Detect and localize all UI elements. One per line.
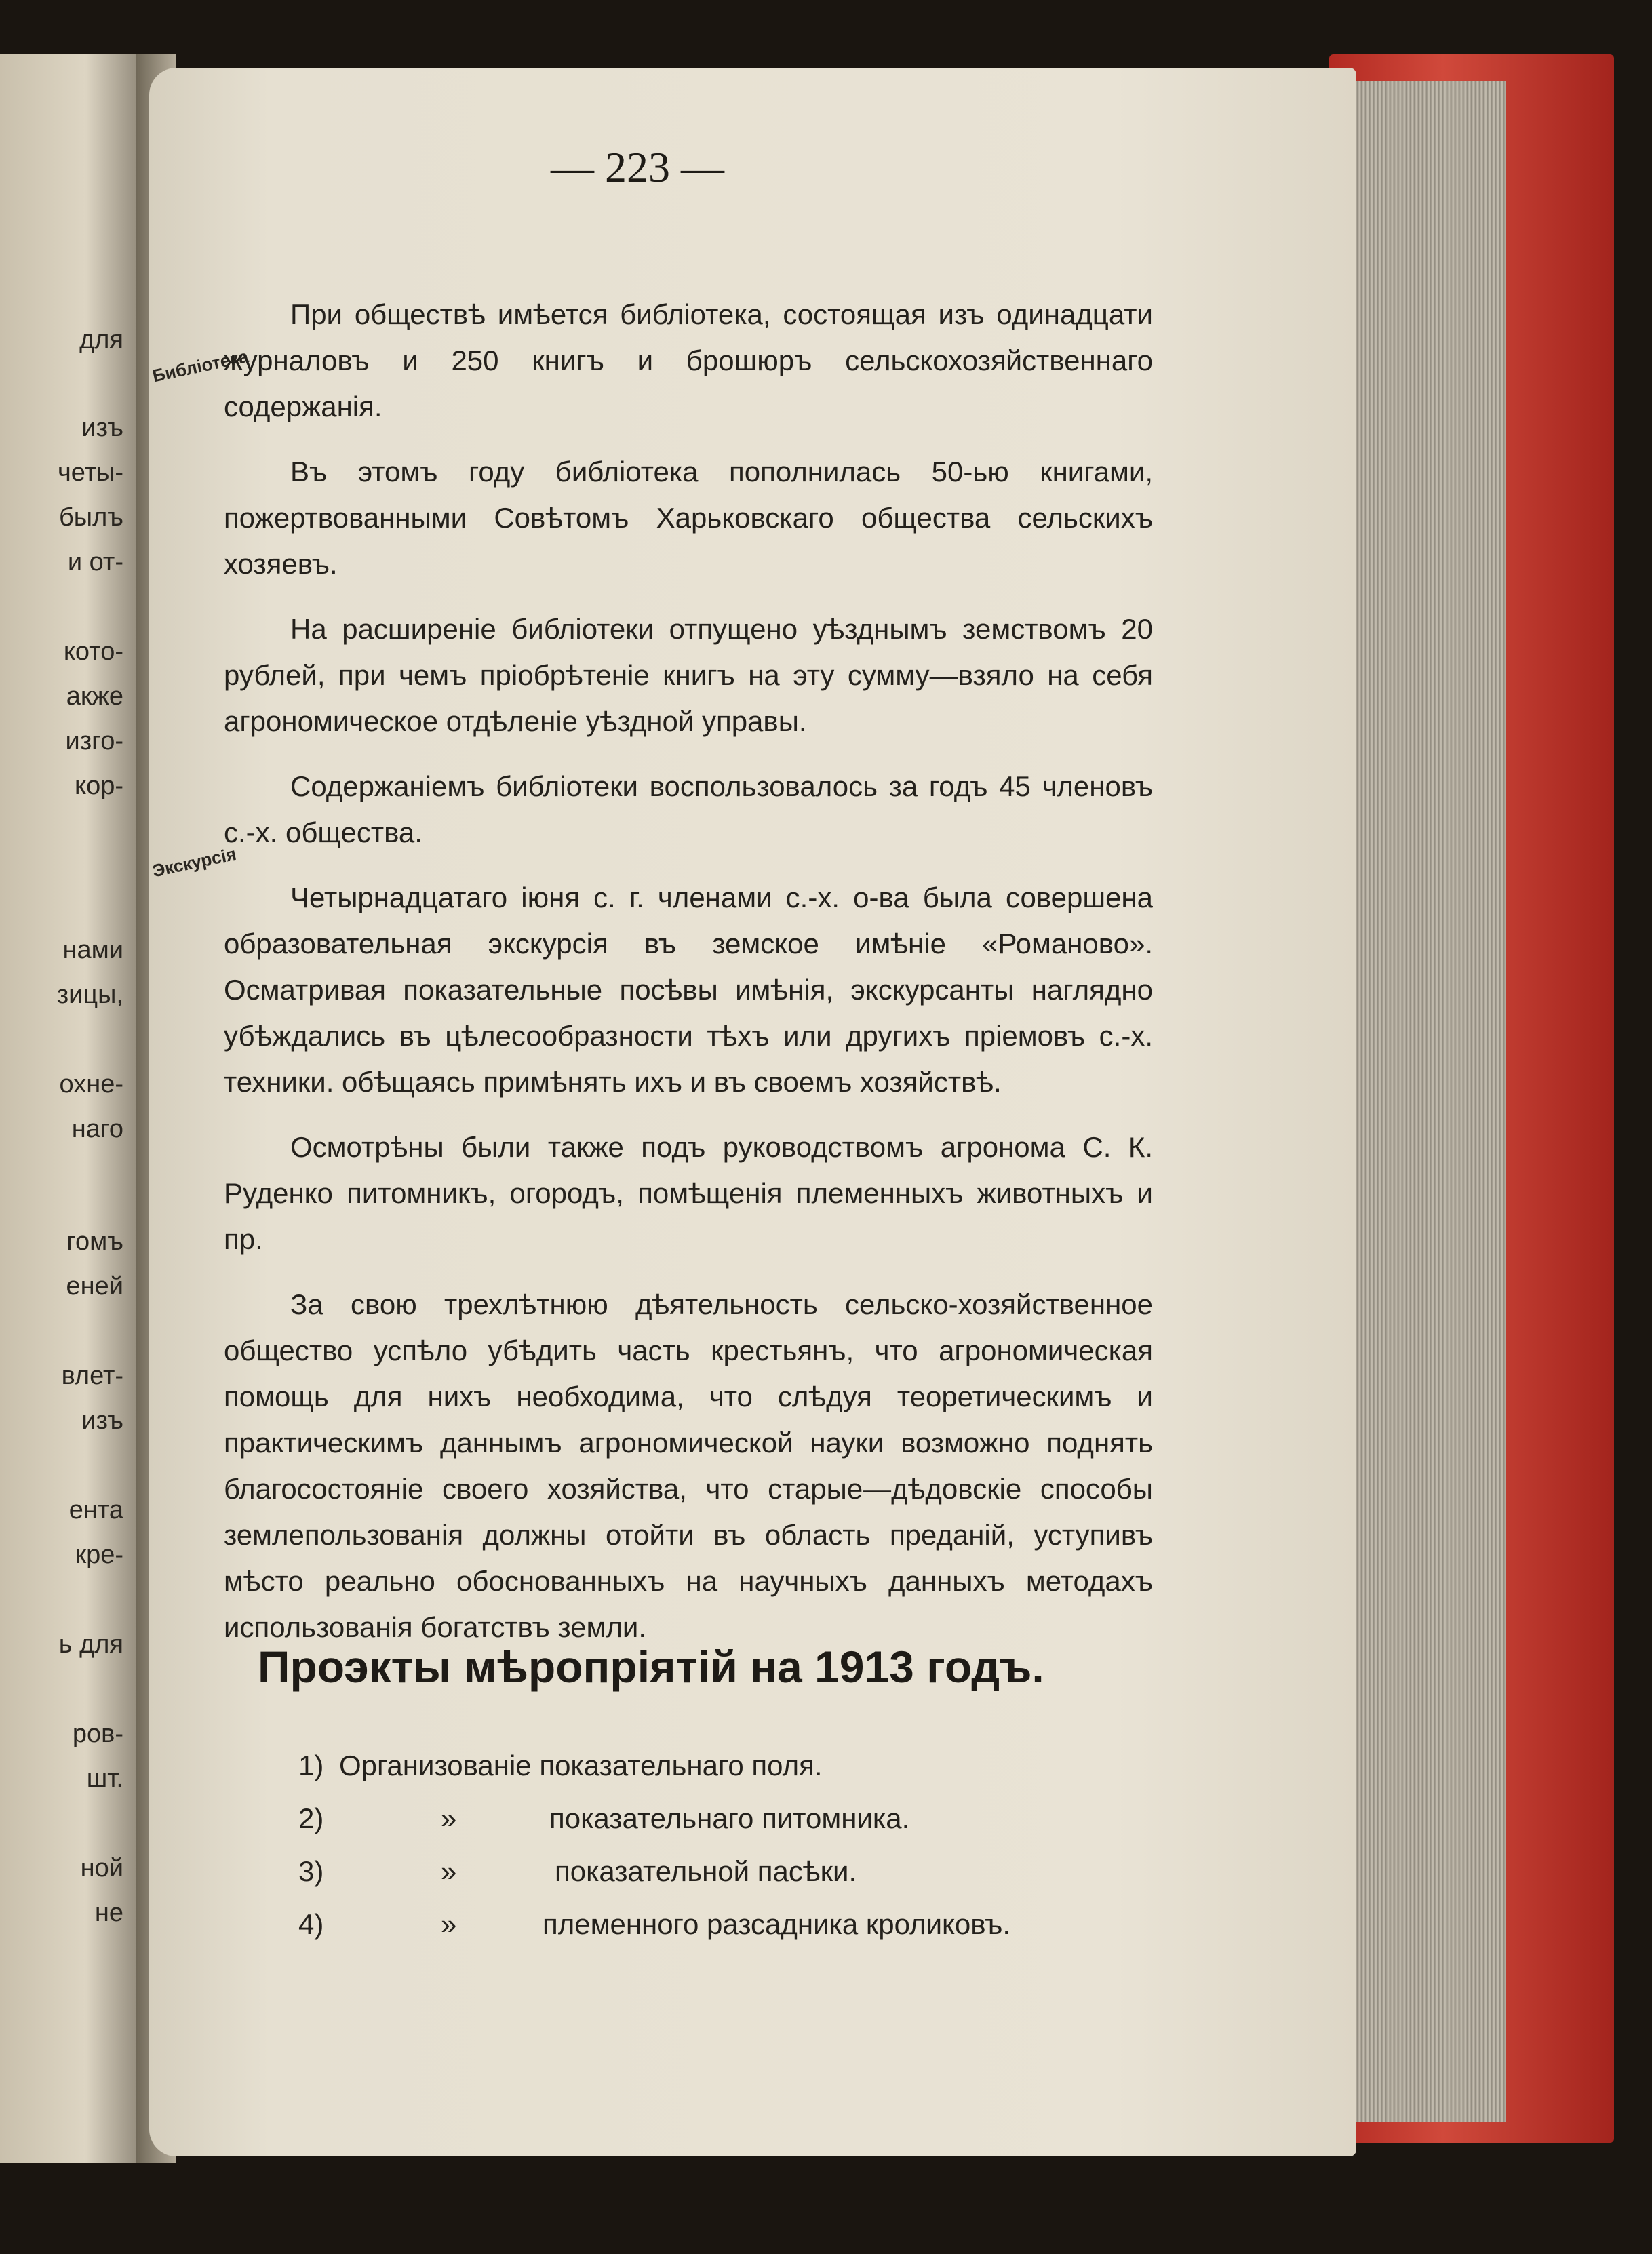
left-page-fragment: нами — [62, 936, 123, 964]
margin-note-excursion: Экскурсія — [151, 843, 238, 882]
left-page-fragment: зицы, — [56, 981, 123, 1009]
left-page-fragment: еней — [66, 1272, 123, 1301]
plan-item-text: Организованіе показательнаго поля. — [339, 1749, 823, 1781]
left-page-fragment: ента — [68, 1496, 123, 1524]
plan-item — [298, 1855, 1112, 1908]
left-page-fragment: изъ — [81, 414, 123, 442]
left-page-fragment: не — [94, 1899, 123, 1927]
left-page-fragment: гомъ — [66, 1227, 123, 1256]
paragraph: За свою трехлѣтнюю дѣятельность сельско-хозяйственное общество успѣло убѣдить часть крестьянъ, что агрономическая помощь для нихъ необходима, что слѣдуя теоретическимъ и практическимъ даннымъ агрономической науки возможно поднять благосостояніе своего хозяйства, что старые—дѣдовскіе способы землепользованія должны отойти въ область преданій, уступивъ мѣсто реально обоснованныхъ на научныхъ данныхъ методахъ использованія богатствъ земли. — [224, 1288, 1153, 1643]
margin-note-library: Библіотека — [151, 346, 250, 387]
left-page-fragment: ь для — [58, 1630, 123, 1659]
body-text — [224, 292, 1153, 1669]
left-page-fragment: шт. — [86, 1764, 123, 1793]
left-page-fragment: охне- — [59, 1070, 123, 1099]
paragraph: При обществѣ имѣется библіотека, состоящая изъ одинадцати журналовъ и 250 книгъ и брошюръ сельскохозяйственнаго содержанія. — [224, 298, 1153, 422]
plan-item-ditto: » — [441, 1908, 457, 1940]
plan-item-number: 4) — [298, 1908, 324, 1940]
plan-list — [298, 1749, 1112, 1961]
plan-item — [298, 1749, 1112, 1802]
paragraph: Въ этомъ году библіотека пополнилась 50-ью книгами, пожертвованными Совѣтомъ Харьковскаго общества сельскихъ хозяевъ. — [224, 456, 1153, 580]
section-heading: Проэкты мѣропріятій на 1913 годъ. — [258, 1642, 1044, 1692]
plan-item-text: племенного разсадника кроликовъ. — [543, 1908, 1011, 1940]
page-number: — 223 — — [551, 143, 724, 191]
left-page-fragment: акже — [66, 682, 123, 711]
left-page-fragment: четы- — [57, 458, 123, 487]
plan-item-number: 2) — [298, 1802, 324, 1834]
left-page-fragment: наго — [71, 1115, 123, 1143]
plan-item-ditto: » — [441, 1855, 457, 1887]
left-page-fragment: для — [79, 325, 123, 354]
paragraph: На расширеніе библіотеки отпущено уѣзднымъ земствомъ 20 рублей, при чемъ пріобрѣтеніе книгъ на эту сумму—взяло на себя агрономическое отдѣленіе уѣздной управы. — [224, 613, 1153, 737]
paragraph: Осмотрѣны были также подъ руководствомъ агронома С. К. Руденко питомникъ, огородъ, помѣщенія племенныхъ животныхъ и пр. — [224, 1131, 1153, 1255]
plan-item-number: 1) — [298, 1749, 324, 1781]
left-page-fragment: и от- — [67, 548, 123, 576]
left-page-fragment: изго- — [65, 727, 123, 755]
plan-item-text: показательнаго питомника. — [549, 1802, 910, 1834]
paragraph: Содержаніемъ библіотеки воспользовалось за годъ 45 членовъ с.-х. общества. — [224, 770, 1153, 848]
left-page-fragment: изъ — [81, 1406, 123, 1435]
paragraph: Четырнадцатаго іюня с. г. членами с.-х. о-ва была совершена образовательная экскурсія въ земское имѣніе «Романово». Осматривая показательные посѣвы имѣнія, экскурсанты наглядно убѣждались въ цѣлесообразности тѣхъ или другихъ пріемовъ с.-х. техники. обѣщаясь примѣнять ихъ и въ своемъ хозяйствѣ. — [224, 882, 1153, 1098]
plan-item — [298, 1802, 1112, 1855]
plan-item-ditto: » — [441, 1802, 457, 1834]
left-page-fragment: кор- — [75, 772, 123, 800]
plan-item — [298, 1908, 1112, 1961]
left-page-fragment: былъ — [59, 503, 123, 532]
plan-item-text: показательной пасѣки. — [555, 1855, 857, 1887]
left-page-fragment: кре- — [75, 1541, 123, 1569]
left-page-fragment: ной — [80, 1854, 123, 1882]
left-page-fragment: влет- — [61, 1362, 123, 1390]
left-page-fragment: кото- — [63, 637, 123, 666]
left-page — [0, 54, 142, 2163]
left-page-fragment: ров- — [72, 1720, 123, 1748]
plan-item-number: 3) — [298, 1855, 324, 1887]
